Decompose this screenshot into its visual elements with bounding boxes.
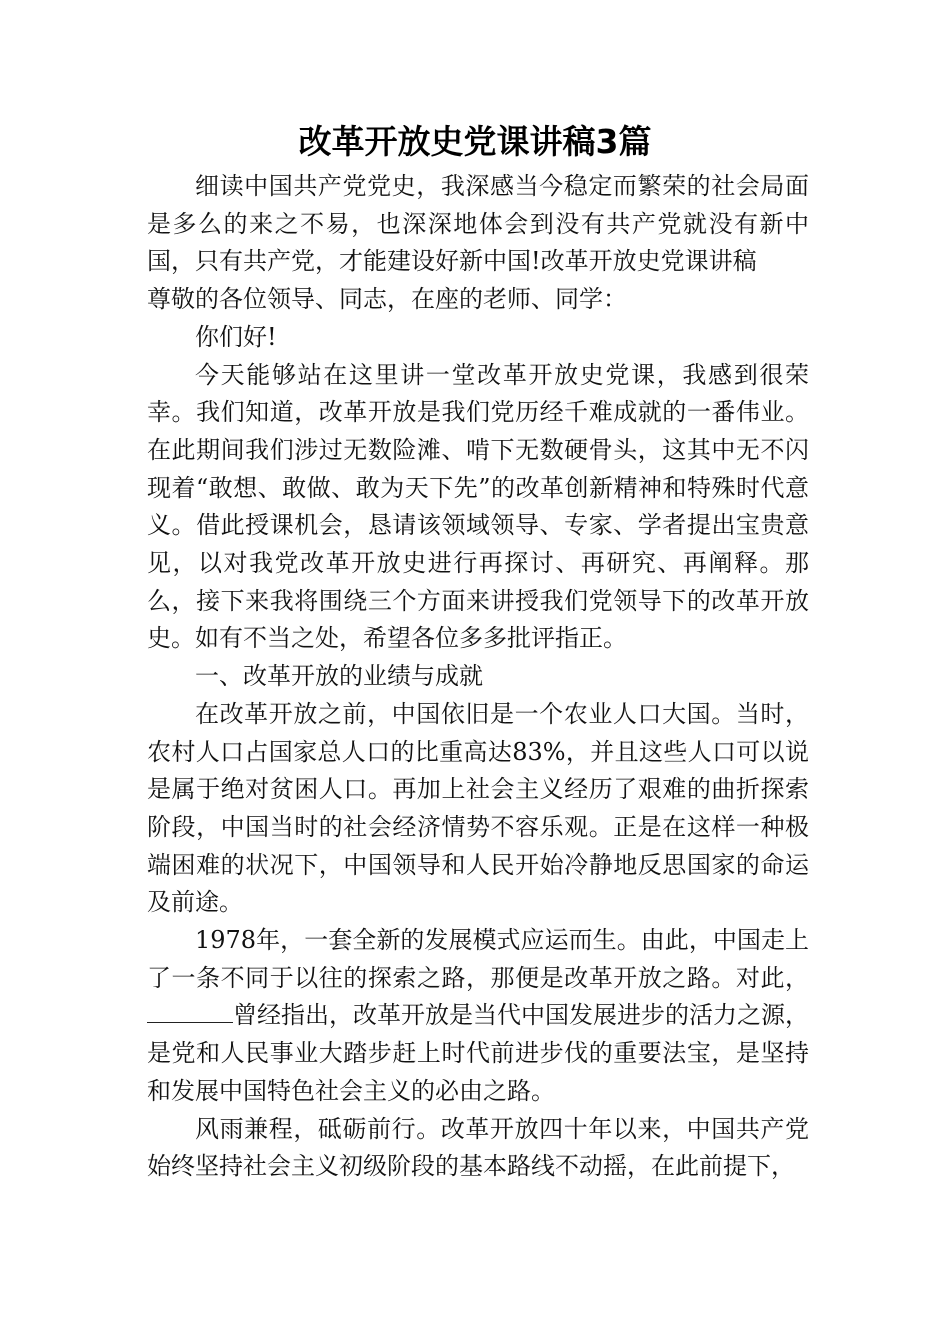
document-body bbox=[147, 168, 809, 1186]
paragraph-opening: 今天能够站在这里讲一堂改革开放史党课，我感到很荣幸。我们知道，改革开放是我们党历经千难成就的一番伟业。在此期间我们涉过无数险滩、啃下无数硬骨头，这其中无不闪现着“敢想、敢做、敢为天下先”的改革创新精神和特殊时代意义。借此授课机会，恳请该领域领导、专家、学者提出宝贵意见，以对我党改革开放史进行再探讨、再研究、再阐释。那么，接下来我将围绕三个方面来讲授我们党领导下的改革开放史。如有不当之处，希望各位多多批评指正。 bbox=[147, 360, 809, 653]
paragraph-intro: 细读中国共产党党史，我深感当今稳定而繁荣的社会局面是多么的来之不易，也深深地体会到没有共产党就没有新中国，只有共产党，才能建设好新中国!改革开放史党课讲稿 bbox=[147, 172, 809, 276]
paragraph-greeting: 你们好! bbox=[195, 322, 277, 351]
section-heading-achievements: 一、改革开放的业绩与成就 bbox=[195, 662, 483, 691]
paragraph-before-reform: 在改革开放之前，中国依旧是一个农业人口大国。当时，农村人口占国家总人口的比重高达83%，并且这些人口可以说是属于绝对贫困人口。再加上社会主义经历了艰难的曲折探索阶段，中国当时的社会经济情势不容乐观。正是在这样一种极端困难的状况下，中国领导和人民开始冷静地反思国家的命运及前途。 bbox=[147, 699, 809, 917]
paragraph-salutation: 尊敬的各位领导、同志，在座的老师、同学： bbox=[147, 285, 627, 314]
document-title: 改革开放史党课讲稿3篇 bbox=[298, 122, 652, 161]
blank-underline bbox=[147, 1000, 233, 1023]
paragraph-1978-part1: 1978年，一套全新的发展模式应运而生。由此，中国走上了一条不同于以往的探索之路，那便是改革开放之路。对此， bbox=[147, 926, 809, 992]
paragraph-forty-years: 风雨兼程，砥砺前行。改革开放四十年以来，中国共产党始终坚持社会主义初级阶段的基本路线不动摇，在此前提下， bbox=[147, 1114, 809, 1181]
paragraph-1978-part2: 曾经指出，改革开放是当代中国发展进步的活力之源，是党和人民事业大踏步赶上时代前进步伐的重要法宝，是坚持和发展中国特色社会主义的必由之路。 bbox=[147, 1001, 809, 1105]
paragraph-1978 bbox=[147, 922, 809, 1111]
